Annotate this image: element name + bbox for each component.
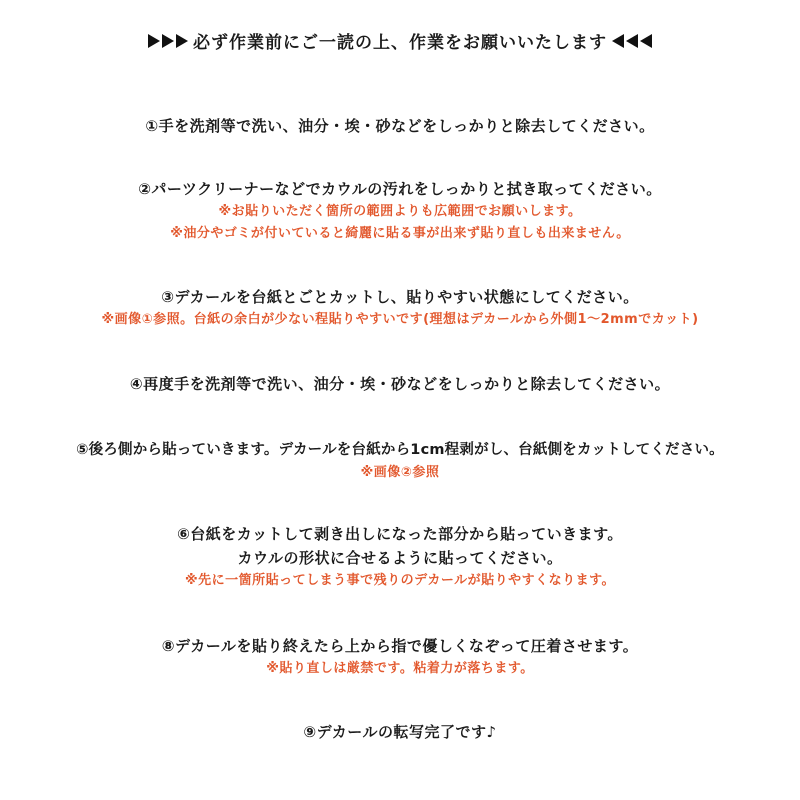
step-text: ①手を洗剤等で洗い、油分・埃・砂などをしっかりと除去してください。: [145, 117, 655, 135]
step-text: ⑧デカールを貼り終えたら上から指で優しくなぞって圧着させます。: [161, 637, 639, 655]
step-text: ④再度手を洗剤等で洗い、油分・埃・砂などをしっかりと除去してください。: [129, 375, 671, 393]
step-text: ⑨デカールの転写完了です♪: [303, 723, 497, 741]
step-6: [0, 522, 800, 592]
step-note: ※油分やゴミが付いていると綺麗に貼る事が出来ず貼り直しも出来ません。: [170, 226, 630, 241]
step-1: [0, 114, 800, 138]
page-title-text: 必ず作業前にご一読の上、作業をお願いいたします: [193, 33, 607, 53]
step-4: [0, 372, 800, 396]
step-note: ※画像②参照: [360, 465, 440, 480]
step-text: ②パーツクリーナーなどでカウルの汚れをしっかりと拭き取ってください。: [138, 180, 662, 198]
step-3: [0, 285, 800, 331]
step-text: ③デカールを台紙とごとカットし、貼りやすい状態にしてください。: [161, 288, 639, 306]
step-note: ※貼り直しは厳禁です。粘着力が落ちます。: [266, 661, 534, 676]
step-8: [0, 634, 800, 680]
triangle-right-icon: [176, 34, 188, 48]
triangle-left-icon: [640, 34, 652, 48]
step-note: ※先に一箇所貼ってしまう事で残りのデカールが貼りやすくなります。: [184, 573, 616, 588]
triangle-left-icon: [626, 34, 638, 48]
page-title: [0, 28, 800, 53]
step-note: ※画像①参照。台紙の余白が少ない程貼りやすいです(理想はデカールから外側1～2mmでカット): [101, 312, 699, 327]
step-text: ⑤後ろ側から貼っていきます。デカールを台紙から1cm程剥がし、台紙側をカットしてください。: [76, 442, 724, 458]
step-9: [0, 720, 800, 744]
step-text: カウルの形状に合せるように貼ってください。: [237, 549, 563, 567]
step-note: ※お貼りいただく箇所の範囲よりも広範囲でお願いします。: [218, 204, 582, 219]
triangle-left-icon: [612, 34, 624, 48]
triangle-right-icon: [148, 34, 160, 48]
triangle-right-icon: [162, 34, 174, 48]
step-2: [0, 177, 800, 245]
step-text: ⑥台紙をカットして剥き出しになった部分から貼っていきます。: [177, 525, 623, 543]
step-5: [0, 438, 800, 484]
